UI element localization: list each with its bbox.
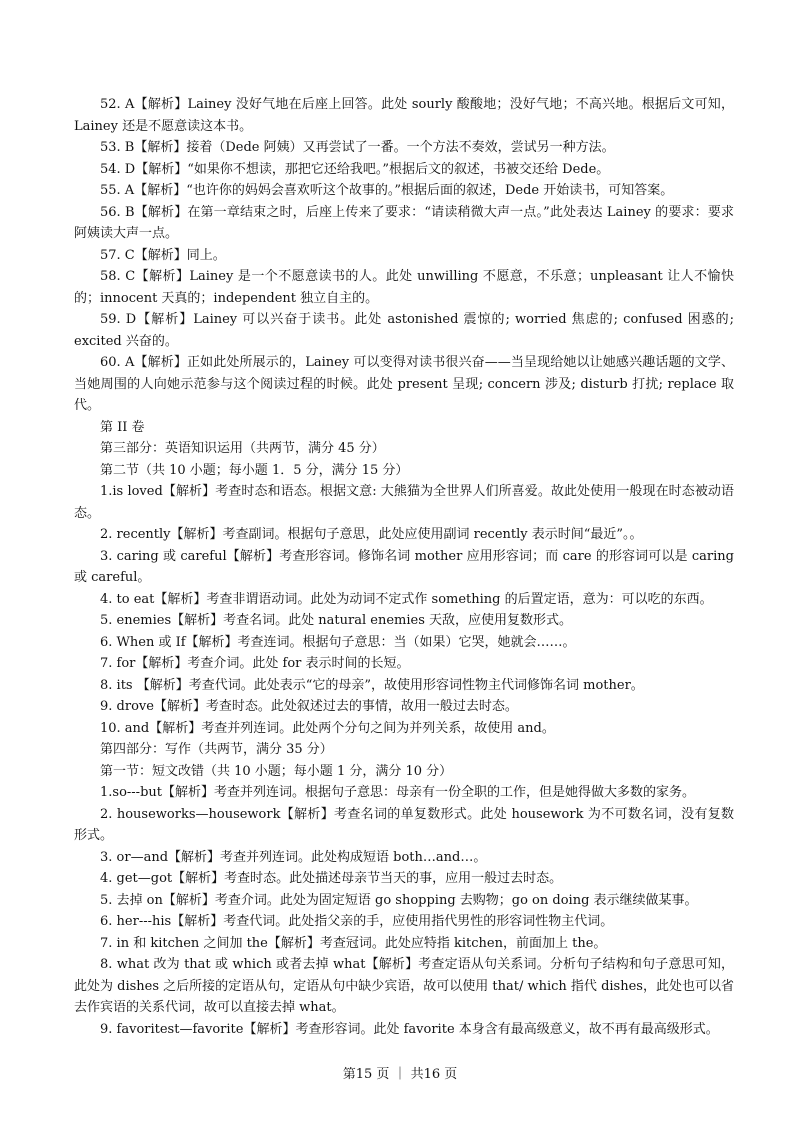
paragraph: 6. When 或 If【解析】考查连词。根据句子意思：当（如果）它哭，她就会……。 — [100, 634, 576, 650]
paragraph: 第一节：短文改错（共 10 小题；每小题 1 分，满分 10 分） — [100, 763, 453, 779]
paragraph: 7. in 和 kitchen 之间加 the【解析】考查冠词。此处应特指 kitchen，前面加上 the。 — [100, 935, 607, 951]
paragraph: 第 II 卷 — [100, 419, 145, 435]
paragraph: 55. A【解析】“也许你的妈妈会喜欢听这个故事的。”根据后面的叙述，Dede 开始读书，可知答案。 — [100, 183, 674, 198]
paragraph: 5. enemies【解析】考查名词。此处 natural enemies 天敌，应使用复数形式。 — [100, 613, 572, 628]
page-footer: 第15 页 ｜ 共16 页 — [342, 1067, 458, 1082]
paragraph: 4. to eat【解析】考查非谓语动词。此处为动词不定式作 something 的后置定语，意为：可以吃的东西。 — [100, 591, 713, 607]
paragraph: 60. A【解析】正如此处所展示的，Lainey 可以变得对读书很兴奋——当呈现给她以让她感兴趣话题的文学、当她周围的人向她示范参与这个阅读过程的时候。此处 present 呈现; concern 涉及; disturb 打扰; replace 取代。 — [74, 355, 734, 413]
answer-explanations — [74, 94, 734, 1040]
paragraph: 54. D【解析】“如果你不想读，那把它还给我吧。”根据后文的叙述，书被交还给 Dede。 — [100, 161, 610, 177]
paragraph: 1.so---but【解析】考查并列连词。根据句子意思：母亲有一份全职的工作，但是她得做大多数的家务。 — [100, 785, 695, 800]
paragraph: 8. its 【解析】考查代词。此处表示“它的母亲”，故使用形容词性物主代词修饰名词 mother。 — [100, 677, 644, 693]
paragraph: 10. and【解析】考查并列连词。此处两个分句之间为并列关系，故使用 and。 — [100, 720, 555, 736]
paragraph: 3. caring 或 careful【解析】考查形容词。修饰名词 mother 应用形容词；而 care 的形容词可以是 caring 或 careful。 — [74, 548, 734, 585]
paragraph: 59. D【解析】Lainey 可以兴奋于读书。此处 astonished 震惊的; worried 焦虑的; confused 困惑的; excited 兴奋的。 — [74, 312, 734, 349]
paragraph: 2. recently【解析】考查副词。根据句子意思，此处应使用副词 recently 表示时间“最近”。。 — [100, 527, 643, 542]
paragraph: 4. get—got【解析】考查时态。此处描述母亲节当天的事，应用一般过去时态。 — [100, 871, 563, 886]
paragraph: 3. or—and【解析】考查并列连词。此处构成短语 both…and…。 — [100, 849, 487, 865]
paragraph: 第四部分：写作（共两节，满分 35 分） — [100, 742, 333, 757]
paragraph: 57. C【解析】同上。 — [100, 247, 226, 263]
paragraph: 8. what 改为 that 或 which 或者去掉 what【解析】考查定语从句关系词。分析句子结构和句子意思可知，此处为 dishes 之后所接的定语从句，定语从句中缺少宾语，故可以使用 that/ which 指代 dishes，此处也可以省去作宾语的关系代词，故可以直接去掉 what。 — [74, 957, 734, 1015]
paragraph: 第二节（共 10 小题；每小题 1．5 分，满分 15 分） — [100, 462, 409, 478]
paragraph: 1.is loved【解析】考查时态和语态。根据文意: 大熊猫为全世界人们所喜爱。故此处使用一般现在时态被动语态。 — [74, 484, 734, 521]
paragraph: 9. drove【解析】考查时态。此处叙述过去的事情，故用一般过去时态。 — [100, 699, 518, 714]
paragraph: 53. B【解析】接着（Dede 阿姨）又再尝试了一番。一个方法不奏效，尝试另一种方法。 — [100, 140, 615, 155]
paragraph: 58. C【解析】Lainey 是一个不愿意读书的人。此处 unwilling 不愿意，不乐意；unpleasant 让人不愉快的；innocent 天真的；independent 独立自主的。 — [74, 269, 734, 306]
paragraph: 2. houseworks—housework【解析】考查名词的单复数形式。此处 housework 为不可数名词，没有复数形式。 — [74, 806, 734, 843]
paragraph: 52. A【解析】Lainey 没好气地在后座上回答。此处 sourly 酸酸地；没好气地；不高兴地。根据后文可知，Lainey 还是不愿意读这本书。 — [74, 97, 734, 134]
paragraph: 9. favoritest—favorite【解析】考查形容词。此处 favorite 本身含有最高级意义，故不再有最高级形式。 — [100, 1021, 719, 1037]
paragraph: 第三部分：英语知识运用（共两节，满分 45 分） — [100, 441, 385, 456]
paragraph: 56. B【解析】在第一章结束之时，后座上传来了要求：“请读稍微大声一点。”此处表达 Lainey 的要求：要求阿姨读大声一点。 — [74, 204, 734, 241]
paragraph: 5. 去掉 on【解析】考查介词。此处为固定短语 go shopping 去购物；go on doing 表示继续做某事。 — [100, 892, 698, 908]
paragraph: 6. her---his【解析】考查代词。此处指父亲的手，应使用指代男性的形容词性物主代词。 — [100, 914, 614, 929]
paragraph: 7. for【解析】考查介词。此处 for 表示时间的长短。 — [100, 656, 410, 671]
